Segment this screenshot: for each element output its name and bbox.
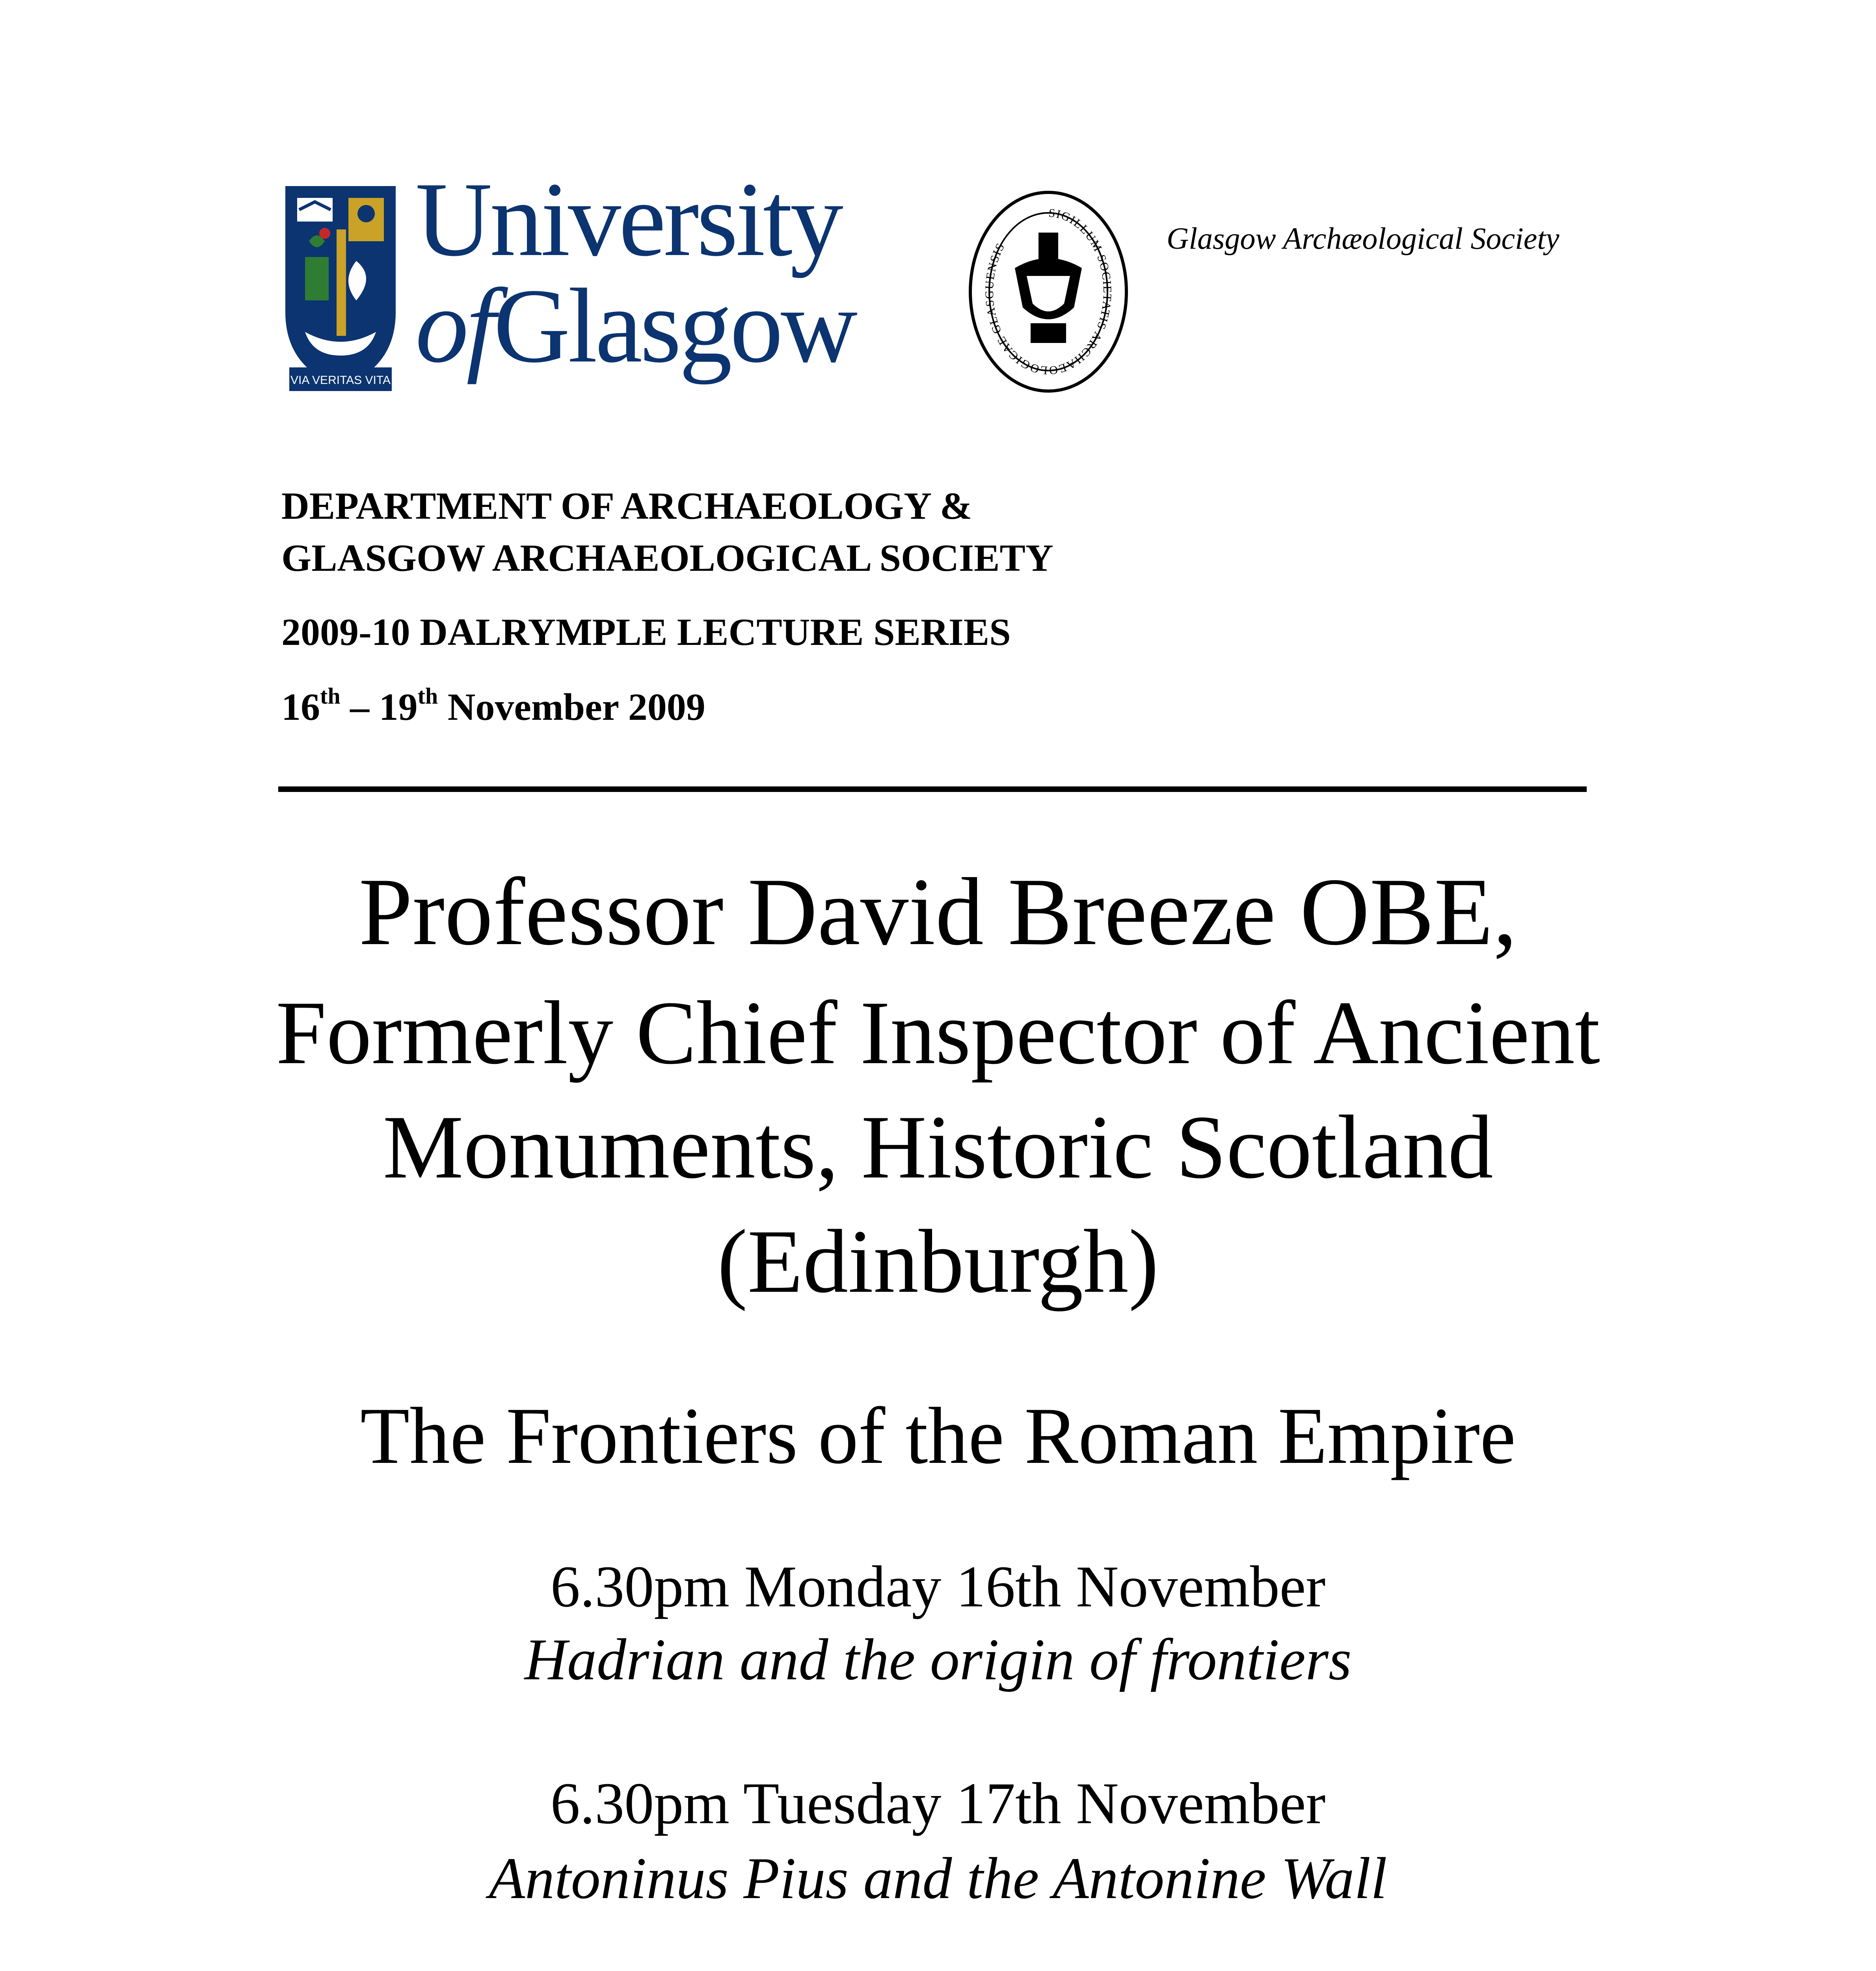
lecture-series: 2009-10 DALRYMPLE LECTURE SERIES [281, 611, 1011, 654]
wordmark-glasgow: Glasgow [493, 267, 855, 385]
department-line2: GLASGOW ARCHAEOLOGICAL SOCIETY [281, 537, 1053, 579]
lecture-2-topic: Antoninus Pius and the Antonine Wall [489, 1846, 1387, 1911]
start-suffix: th [320, 683, 341, 709]
department-line1: DEPARTMENT OF ARCHAEOLOGY & [281, 485, 972, 527]
university-motto: VIA VERITAS VITA [290, 374, 391, 387]
seal-text: SIGILLUM SOCIETATIS ARCHAEOLOGICAE GLASGUENSIS [983, 206, 1114, 377]
end-day: 19 [379, 686, 418, 728]
speaker-role-line3: (Edinburgh) [717, 1211, 1159, 1312]
society-seal-icon [968, 189, 1129, 394]
speaker-role-line1: Formerly Chief Inspector of Ancient [276, 982, 1600, 1083]
lecture-2-time: 6.30pm Tuesday 17th November [550, 1771, 1326, 1836]
end-suffix: th [417, 683, 438, 709]
start-day: 16 [281, 686, 320, 728]
university-wordmark-line2 [415, 267, 855, 385]
university-crest-icon [281, 182, 400, 395]
lecture-title: The Frontiers of the Roman Empire [360, 1391, 1516, 1481]
wordmark-of: of [415, 267, 494, 385]
date-separator: – [340, 686, 379, 728]
lecture-1-topic: Hadrian and the origin of frontiers [524, 1627, 1352, 1692]
lecture-1-time: 6.30pm Monday 16th November [550, 1554, 1326, 1619]
series-dates [281, 683, 705, 728]
speaker-name: Professor David Breeze OBE, [359, 858, 1517, 965]
society-name: Glasgow Archæological Society [1167, 221, 1560, 255]
divider-top [278, 786, 1587, 792]
speaker-role-line2: Monuments, Historic Scotland [383, 1097, 1493, 1197]
university-of-glasgow-logo [281, 160, 855, 403]
month-year: November 2009 [438, 686, 705, 728]
university-wordmark-line1: University [415, 160, 841, 278]
